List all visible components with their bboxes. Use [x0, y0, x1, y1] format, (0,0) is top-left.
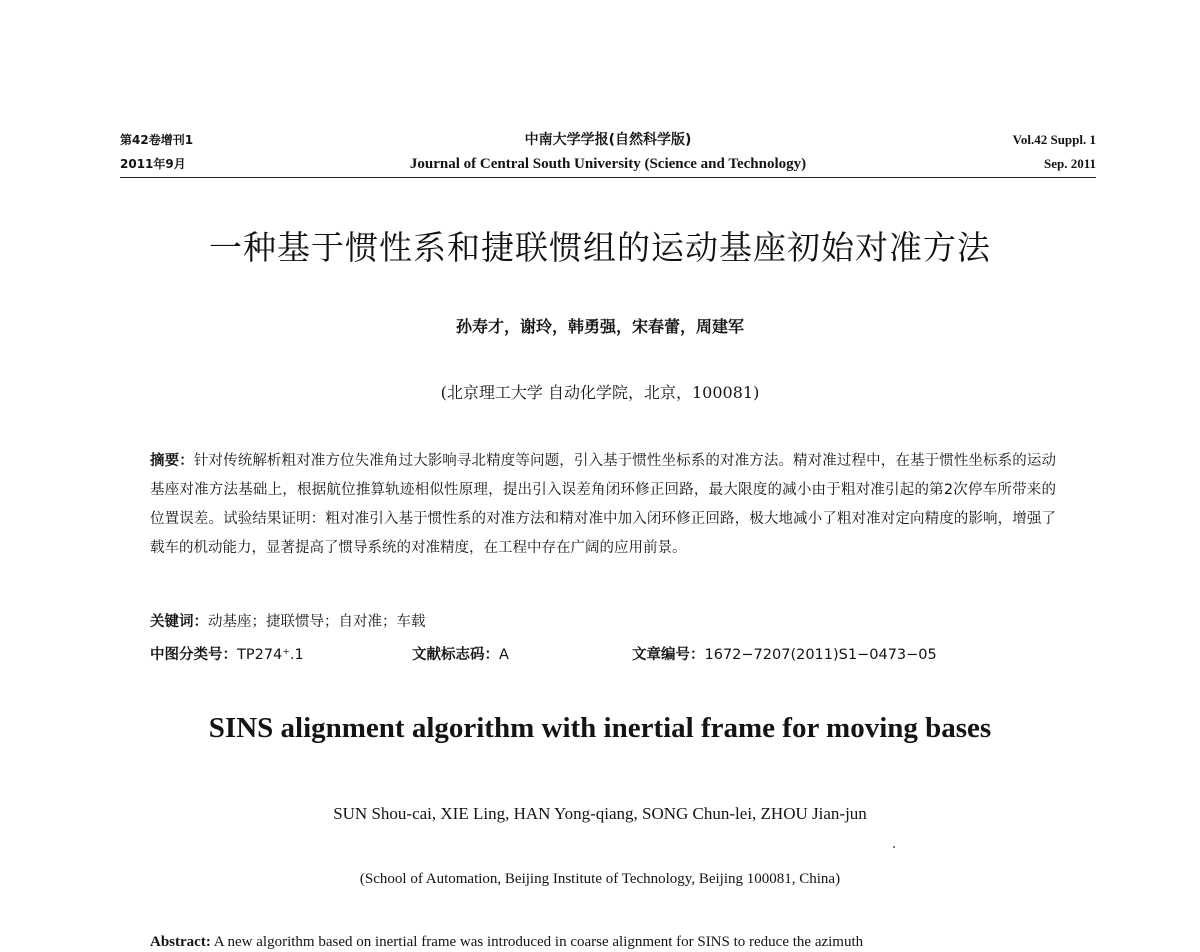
paper-title-en: SINS alignment algorithm with inertial frame for moving bases	[208, 712, 992, 744]
abstract-en-text: A new algorithm based on inertial frame was introduced in coarse alignment for SINS to reduce the azimuth	[210, 934, 864, 950]
publication-date-cn: 2011年9月	[120, 157, 186, 171]
volume-issue-en	[1013, 128, 1096, 176]
author-list-en: SUN Shou-cai, XIE Ling, HAN Yong-qiang, SONG Chun-lei, ZHOU Jian-jun	[333, 804, 867, 823]
volume-issue-cn: 第42卷增刊1	[120, 133, 194, 147]
volume-supplement-en: Vol.42 Suppl. 1	[1012, 132, 1096, 147]
document-code-label: 文献标志码：	[412, 647, 499, 663]
article-number	[632, 641, 937, 669]
clc-number-value: TP274⁺.1	[237, 647, 304, 663]
abstract-en	[150, 930, 1056, 952]
clc-number-label: 中图分类号：	[150, 647, 237, 663]
paper-title-cn: 一种基于惯性系和捷联惯组的运动基座初始对准方法	[209, 228, 991, 267]
journal-name	[280, 128, 936, 176]
affiliation-en: (School of Automation, Beijing Institute of Technology, Beijing 100081, China)	[359, 871, 841, 887]
keywords-cn-label: 关键词：	[150, 614, 208, 630]
volume-issue-info	[120, 128, 193, 176]
article-number-value: 1672−7207(2011)S1−0473−05	[704, 647, 937, 663]
document-code-value: A	[499, 647, 509, 663]
journal-running-header	[120, 128, 1096, 180]
header-rule	[120, 177, 1096, 178]
article-number-label: 文章编号：	[632, 647, 705, 663]
journal-name-cn: 中南大学学报(自然科学版)	[524, 132, 692, 148]
abstract-cn-label: 摘要：	[150, 453, 194, 469]
keywords-cn	[150, 609, 1056, 635]
classification-line	[150, 641, 1056, 669]
affiliation-cn: (北京理工大学 自动化学院，北京，100081)	[440, 383, 760, 402]
scan-speck	[893, 846, 895, 848]
journal-name-en: Journal of Central South University (Science and Technology)	[409, 156, 807, 172]
abstract-cn	[150, 447, 1056, 563]
clc-number	[150, 641, 304, 669]
publication-date-en: Sep. 2011	[1043, 156, 1096, 171]
abstract-cn-text: 针对传统解析粗对准方位失准角过大影响寻北精度等问题，引入基于惯性坐标系的对准方法。精对准过程中，在基于惯性坐标系的运动基座对准方法基础上，根据航位推算轨迹相似性原理，提出引入误差角闭环修正回路，最大限度的减小由于粗对准引起的第2次停车所带来的位置误差。试验结果证明：粗对准引入基于惯性系的对准方法和精对准中加入闭环修正回路，极大地减小了粗对准对定向精度的影响，增强了载车的机动能力，显著提高了惯导系统的对准精度，在工程中存在广阔的应用前景。	[150, 453, 1057, 556]
author-list-cn: 孙寿才，谢玲，韩勇强，宋春蕾，周建军	[455, 317, 744, 336]
keywords-cn-text: 动基座；捷联惯导；自对准；车载	[208, 614, 426, 630]
document-code	[412, 641, 509, 669]
abstract-en-label: Abstract:	[150, 934, 211, 950]
